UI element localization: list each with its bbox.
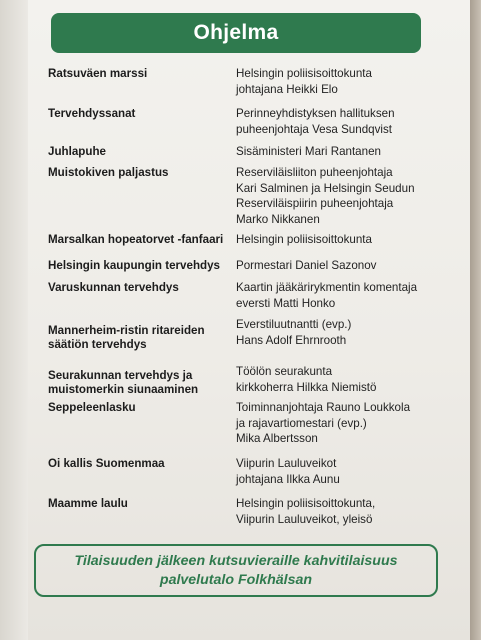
program-performer	[236, 364, 456, 395]
program-performer	[236, 258, 456, 274]
program-performer-line: puheenjohtaja Vesa Sundqvist	[236, 122, 392, 136]
program-performer	[236, 106, 456, 137]
program-item	[48, 107, 238, 121]
program-performer-line: Hans Adolf Ehrnrooth	[236, 333, 347, 347]
footer-line-2: palvelutalo Folkhälsan	[159, 572, 313, 588]
program-item-line: säätiön tervehdys	[48, 338, 147, 351]
program-item-line: Helsingin kaupungin tervehdys	[48, 259, 221, 272]
program-performer-line: Pormestari Daniel Sazonov	[236, 259, 377, 272]
program-performer-line: Perinneyhdistyksen hallituksen	[236, 107, 395, 120]
program-item	[48, 457, 238, 471]
program-performer	[236, 232, 456, 248]
program-item-line: Ratsuväen marssi	[48, 67, 148, 80]
program-performer-line: Reserviläisliiton puheenjohtaja	[236, 166, 393, 179]
program-title: Ohjelma	[51, 13, 421, 53]
program-performer-line: Kaartin jääkärirykmentin komentaja	[236, 281, 418, 294]
program-performer	[236, 66, 456, 97]
program-item	[48, 166, 238, 180]
program-performer-line: johtajana Heikki Elo	[236, 82, 338, 96]
program-performer	[236, 456, 456, 487]
program-performer-line: Kari Salminen ja Helsingin Seudun	[236, 181, 415, 195]
program-item	[48, 497, 238, 511]
program-performer-line: Viipurin Lauluveikot	[236, 457, 337, 470]
program-performer	[236, 317, 456, 348]
program-item-line: Juhlapuhe	[48, 145, 106, 158]
program-item	[48, 233, 238, 247]
program-item	[48, 401, 238, 415]
program-item-line: Maamme laulu	[48, 497, 128, 510]
program-performer-line: eversti Matti Honko	[236, 296, 336, 310]
program-performer-line: Mika Albertsson	[236, 432, 318, 445]
program-item-line: Seppeleenlasku	[48, 401, 136, 414]
program-performer-line: Sisäministeri Mari Rantanen	[236, 145, 381, 158]
program-item-line: Varuskunnan tervehdys	[48, 281, 179, 294]
program-item	[48, 259, 238, 273]
program-performer-line: Töölön seurakunta	[236, 365, 333, 378]
program-performer-line: Everstiluutnantti (evp.)	[236, 318, 352, 331]
program-performer-line: Viipurin Lauluveikot, yleisö	[236, 512, 373, 526]
program-item-line: Seurakunnan tervehdys ja	[48, 369, 193, 382]
program-performer-line: kirkkoherra Hilkka Niemistö	[236, 380, 377, 394]
program-performer-line: ja rajavartiomestari (evp.)	[236, 416, 367, 430]
program-item-line: Mannerheim-ristin ritareiden	[48, 324, 205, 337]
program-item-line: Marsalkan hopeatorvet -fanfaari	[48, 233, 224, 246]
program-item	[48, 145, 238, 159]
program-performer-line: johtajana Ilkka Aunu	[236, 472, 340, 486]
program-performer	[236, 165, 456, 227]
program-performer-line: Marko Nikkanen	[236, 212, 320, 226]
program-performer	[236, 144, 456, 160]
program-performer	[236, 280, 456, 311]
program-item-line: Muistokiven paljastus	[48, 166, 169, 179]
program-item-line: Tervehdyssanat	[48, 107, 136, 120]
program-item-line: Oi kallis Suomenmaa	[48, 457, 165, 470]
program-item	[48, 324, 238, 352]
program-performer	[236, 496, 456, 527]
program-performer-line: Toiminnanjohtaja Rauno Loukkola	[236, 401, 411, 414]
program-item-line: muistomerkin siunaaminen	[48, 383, 199, 396]
program-item	[48, 67, 238, 81]
program-item	[48, 369, 238, 397]
program-performer-line: Helsingin poliisisoittokunta	[236, 233, 372, 246]
program-performer-line: Helsingin poliisisoittokunta	[236, 67, 372, 80]
page-fold	[0, 0, 28, 640]
footer-note	[34, 544, 438, 597]
sheet-edge	[470, 0, 481, 640]
footer-line-1: Tilaisuuden jälkeen kutsuvieraille kahvitilaisuus	[74, 553, 398, 569]
program-performer	[236, 400, 456, 447]
program-performer-line: Reserviläispiirin puheenjohtaja	[236, 197, 394, 210]
program-item	[48, 281, 238, 295]
program-performer-line: Helsingin poliisisoittokunta,	[236, 497, 376, 510]
